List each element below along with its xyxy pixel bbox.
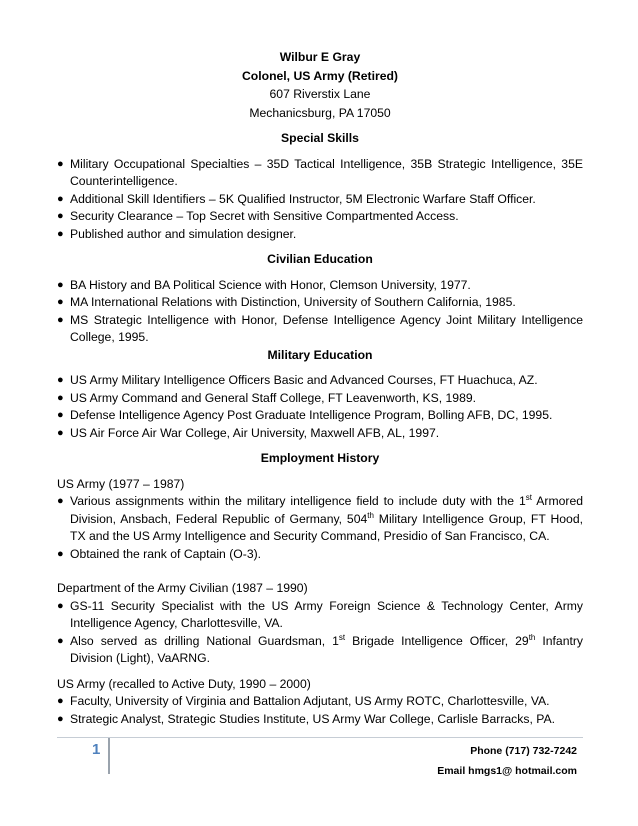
bullet-icon: ● — [57, 695, 64, 707]
bullet-icon: ● — [57, 712, 64, 725]
resume-page — [57, 48, 583, 728]
bullet-icon: ● — [57, 210, 64, 222]
bullet-icon: ● — [57, 374, 64, 386]
footer-email: Email hmgs1@ hotmail.com — [437, 765, 577, 777]
list-item: ● Military Occupational Specialties – 35D Tactical Intelligence, 35B Strategic Intelligence, 35E Counterintelligence. — [57, 156, 583, 188]
list-item: ● Faculty, University of Virginia and Battalion Adjutant, US Army ROTC, Charlottesville, VA. — [57, 693, 583, 711]
list-item: ● MA International Relations with Distinction, University of Southern California, 1985. — [57, 294, 583, 312]
footer-vertical-divider — [108, 738, 110, 774]
list-item: ● Security Clearance – Top Secret with Sensitive Compartmented Access. — [57, 208, 583, 226]
civilian-education-list — [57, 277, 583, 347]
bullet-icon: ● — [57, 409, 64, 421]
address-street: 607 Riverstix Lane — [269, 87, 371, 101]
resume-header — [57, 48, 583, 122]
list-item: ● Additional Skill Identifiers – 5K Qualified Instructor, 5M Electronic Warfare Staff Officer. — [57, 191, 583, 209]
list-item: ● US Army Military Intelligence Officers Basic and Advanced Courses, FT Huachuca, AZ. — [57, 372, 583, 390]
employment-entry-list — [57, 598, 583, 668]
bullet-icon: ● — [57, 157, 64, 170]
applicant-name: Wilbur E Gray — [279, 50, 361, 64]
address-city: Mechanicsburg, PA 17050 — [249, 105, 391, 120]
bullet-icon: ● — [57, 634, 64, 647]
bullet-icon: ● — [57, 391, 64, 404]
bullet-icon: ● — [57, 296, 64, 308]
special-skills-list — [57, 156, 583, 244]
bullet-icon: ● — [57, 278, 64, 291]
list-item: ● Published author and simulation designer. — [57, 226, 583, 244]
civilian-education-title: Civilian Education — [267, 252, 373, 266]
employment-entry-list — [57, 493, 583, 563]
list-item: ● Also served as drilling National Guardsman, 1st Brigade Intelligence Officer, 29th Infantry Division (Light), VaARNG. — [57, 632, 584, 665]
employment-entry-heading: Department of the Army Civilian (1987 – 1990) — [57, 581, 308, 595]
employment-entry-heading: US Army (1977 – 1987) — [57, 476, 185, 491]
list-item: ● Various assignments within the military intelligence field to include duty with the 1st Armored Division, Ansbach, Federal Republic of Germany, 504th Military Intelligence Group, FT Hood, TX and the US Army Intelligence and Security Command, Presidio of San Francisco, CA. — [57, 493, 583, 543]
employment-entry-heading: US Army (recalled to Active Duty, 1990 – 2000) — [57, 676, 311, 691]
list-item: ● Defense Intelligence Agency Post Graduate Intelligence Program, Bolling AFB, DC, 1995. — [57, 407, 583, 425]
list-item: ● Strategic Analyst, Strategic Studies Institute, US Army War College, Carlisle Barracks, PA. — [57, 711, 583, 729]
bullet-icon: ● — [57, 313, 64, 326]
special-skills-title: Special Skills — [281, 131, 359, 145]
list-item: ● BA History and BA Political Science with Honor, Clemson University, 1977. — [57, 277, 583, 295]
page-number: 1 — [92, 741, 101, 758]
list-item: ● US Air Force Air War College, Air University, Maxwell AFB, AL, 1997. — [57, 425, 583, 443]
list-item: ● MS Strategic Intelligence with Honor, Defense Intelligence Agency Joint Military Intelligence College, 1995. — [57, 312, 583, 344]
military-education-title: Military Education — [267, 347, 373, 362]
applicant-rank: Colonel, US Army (Retired) — [242, 68, 398, 83]
list-item: ● US Army Command and General Staff College, FT Leavenworth, KS, 1989. — [57, 390, 583, 408]
bullet-icon: ● — [57, 599, 64, 612]
list-item: ● GS-11 Security Specialist with the US Army Foreign Science & Technology Center, Army Intelligence Agency, Charlottesville, VA. — [57, 598, 583, 630]
footer-phone: Phone (717) 732-7242 — [470, 745, 577, 757]
bullet-icon: ● — [57, 192, 64, 205]
employment-entry-list — [57, 693, 583, 728]
bullet-icon: ● — [57, 547, 64, 560]
employment-history-title: Employment History — [260, 451, 380, 465]
bullet-icon: ● — [57, 495, 64, 507]
bullet-icon: ● — [57, 227, 64, 240]
bullet-icon: ● — [57, 426, 64, 439]
list-item: ● Obtained the rank of Captain (O-3). — [57, 546, 583, 564]
footer-divider — [57, 737, 583, 738]
military-education-list — [57, 372, 583, 442]
footer-contact — [380, 741, 577, 781]
